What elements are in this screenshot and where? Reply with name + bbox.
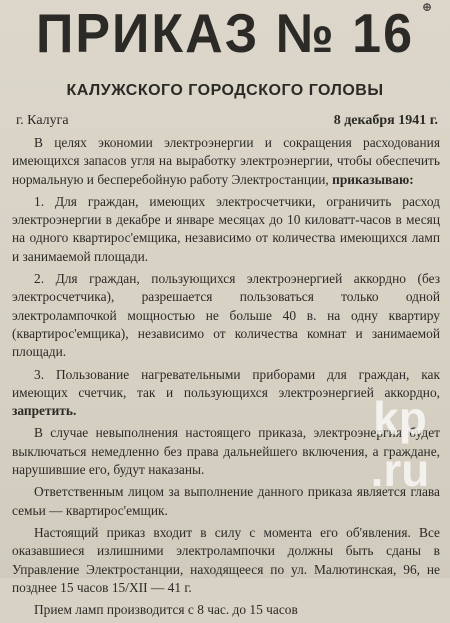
responsible-paragraph: Ответственным лицом за выполнение данного приказа является глава семьи — квартирос'емщик. xyxy=(12,484,440,518)
reception-hours: Прием ламп производится с 8 час. до 15 часов xyxy=(34,602,298,618)
intro-paragraph xyxy=(12,134,440,189)
point-3-text: 3. Пользование нагревательными приборами для граждан, как имеющих счетчик, так и пользующихся электроэнергией аккордно, xyxy=(12,366,440,400)
point-2: 2. Для граждан, пользующихся электроэнергией аккордно (без электросчетчика), разрешается пользоваться только одной электролампочкой мощностью не больше 40 в. на одну квартиру (квартирос'емщика), независимо от количества комнат и занимаемой площади. xyxy=(12,271,440,360)
closing-paragraph: В случае невыполнения настоящего приказа, электроэнергия будет выключаться немедленно без права дальнейшего включения, а граждане, нарушившие его, будут наказаны. xyxy=(12,425,440,478)
date: 8 декабря 1941 г. xyxy=(333,113,438,128)
point-3-emphasis: запретить. xyxy=(12,403,77,419)
place: г. Калуга xyxy=(16,113,69,128)
decree-title: ПРИКАЗ № 16 xyxy=(35,3,414,65)
corner-mark: ⊕ xyxy=(421,0,432,14)
command-word: приказываю: xyxy=(332,171,414,187)
decree-subtitle: КАЛУЖСКОГО ГОРОДСКОГО ГОЛОВЫ xyxy=(66,82,384,99)
effective-paragraph: Настоящий приказ входит в силу с момента его об'явления. Все оказавшиеся излишними электролампочки должны быть сданы в Управление Электростанции, находящееся по ул. Малютинская, 96, не позднее 15 часов 15/XII — 41 г. xyxy=(12,524,440,595)
intro-text: В целях экономии электроэнергии и сокращения расходования имеющихся запасов угля на выработку электроэнергии, чтобы обеспечить нормальную и бесперебойную работу Электростанции, xyxy=(12,135,440,187)
watermark-logo: kp .ru xyxy=(370,392,430,496)
point-1: 1. Для граждан, имеющих электросчетчики, ограничить расход электроэнергии в декабре и январе месяцах до 10 киловатт-часов в месяц на одного квартирос'емщика, независимо от количества имеющихся ламп и занимаемой площади. xyxy=(12,193,440,264)
